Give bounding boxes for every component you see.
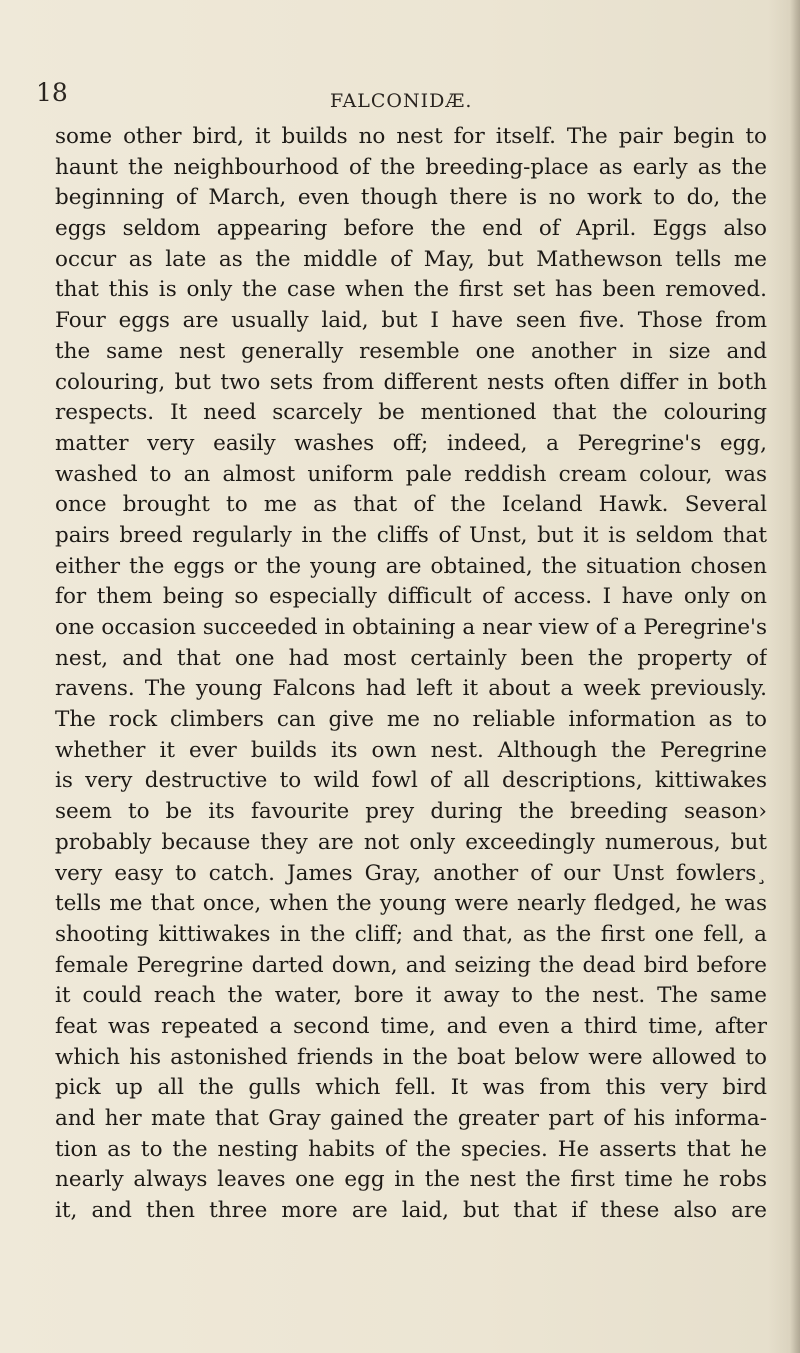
page-edge-shadow [790, 0, 800, 1353]
text-line: ravens. The young Falcons had left it about a week previously. [55, 676, 767, 702]
text-line: haunt the neighbourhood of the breeding-place as early as the [55, 154, 767, 180]
running-head: FALCONIDÆ. [330, 90, 473, 112]
text-line: matter very easily washes off; indeed, a Peregrine's egg, [55, 430, 767, 456]
text-line: that this is only the case when the first set has been removed. [55, 277, 767, 303]
page-number: 18 [36, 78, 68, 107]
text-line: female Peregrine darted down, and seizing the dead bird before [55, 952, 767, 978]
text-line: it could reach the water, bore it away to the nest. The same [55, 983, 767, 1009]
text-line: Four eggs are usually laid, but I have seen five. Those from [55, 308, 767, 334]
text-line: feat was repeated a second time, and even a third time, after [55, 1013, 767, 1039]
text-line: one occasion succeeded in obtaining a near view of a Peregrine's [55, 615, 767, 640]
text-line: respects. It need scarcely be mentioned that the colouring [55, 400, 767, 426]
text-line: pairs breed regularly in the cliffs of Unst, but it is seldom that [55, 522, 767, 548]
text-line: beginning of March, even though there is no work to do, the [55, 185, 767, 211]
text-line: washed to an almost uniform pale reddish cream colour, was [55, 461, 767, 487]
text-line: shooting kittiwakes in the cliff; and that, as the first one fell, a [55, 921, 767, 947]
text-line: nearly always leaves one egg in the nest the first time he robs [55, 1167, 767, 1193]
text-line: eggs seldom appearing before the end of April. Eggs also [55, 216, 767, 242]
text-line: colouring, but two sets from different nests often differ in both [55, 369, 767, 395]
text-line: it, and then three more are laid, but that if these also are [55, 1198, 767, 1224]
text-line: whether it ever builds its own nest. Although the Peregrine [55, 737, 767, 763]
text-line: the same nest generally resemble one another in size and [55, 338, 767, 364]
text-line: and her mate that Gray gained the greater part of his informa- [55, 1106, 767, 1131]
text-line: very easy to catch. James Gray, another of our Unst fowlers¸ [55, 860, 767, 886]
body-text [55, 122, 767, 1227]
text-line: is very destructive to wild fowl of all descriptions, kittiwakes [55, 768, 767, 794]
text-line: nest, and that one had most certainly been the property of [55, 645, 767, 671]
text-line: tion as to the nesting habits of the species. He asserts that he [55, 1136, 767, 1162]
text-line: for them being so especially difficult of access. I have only on [55, 584, 767, 610]
text-line: The rock climbers can give me no reliable information as to [55, 707, 767, 733]
text-line: once brought to me as that of the Iceland Hawk. Several [55, 492, 767, 518]
text-line: occur as late as the middle of May, but Mathewson tells me [55, 246, 767, 272]
text-line: either the eggs or the young are obtained, the situation chosen [55, 553, 767, 579]
text-line: which his astonished friends in the boat below were allowed to [55, 1044, 767, 1070]
text-line: probably because they are not only exceedingly numerous, but [55, 829, 767, 855]
text-line: seem to be its favourite prey during the breeding season› [55, 799, 767, 825]
text-line: pick up all the gulls which fell. It was from this very bird [55, 1075, 767, 1101]
text-line: tells me that once, when the young were nearly fledged, he was [55, 891, 767, 917]
text-line: some other bird, it builds no nest for itself. The pair begin to [55, 124, 767, 149]
